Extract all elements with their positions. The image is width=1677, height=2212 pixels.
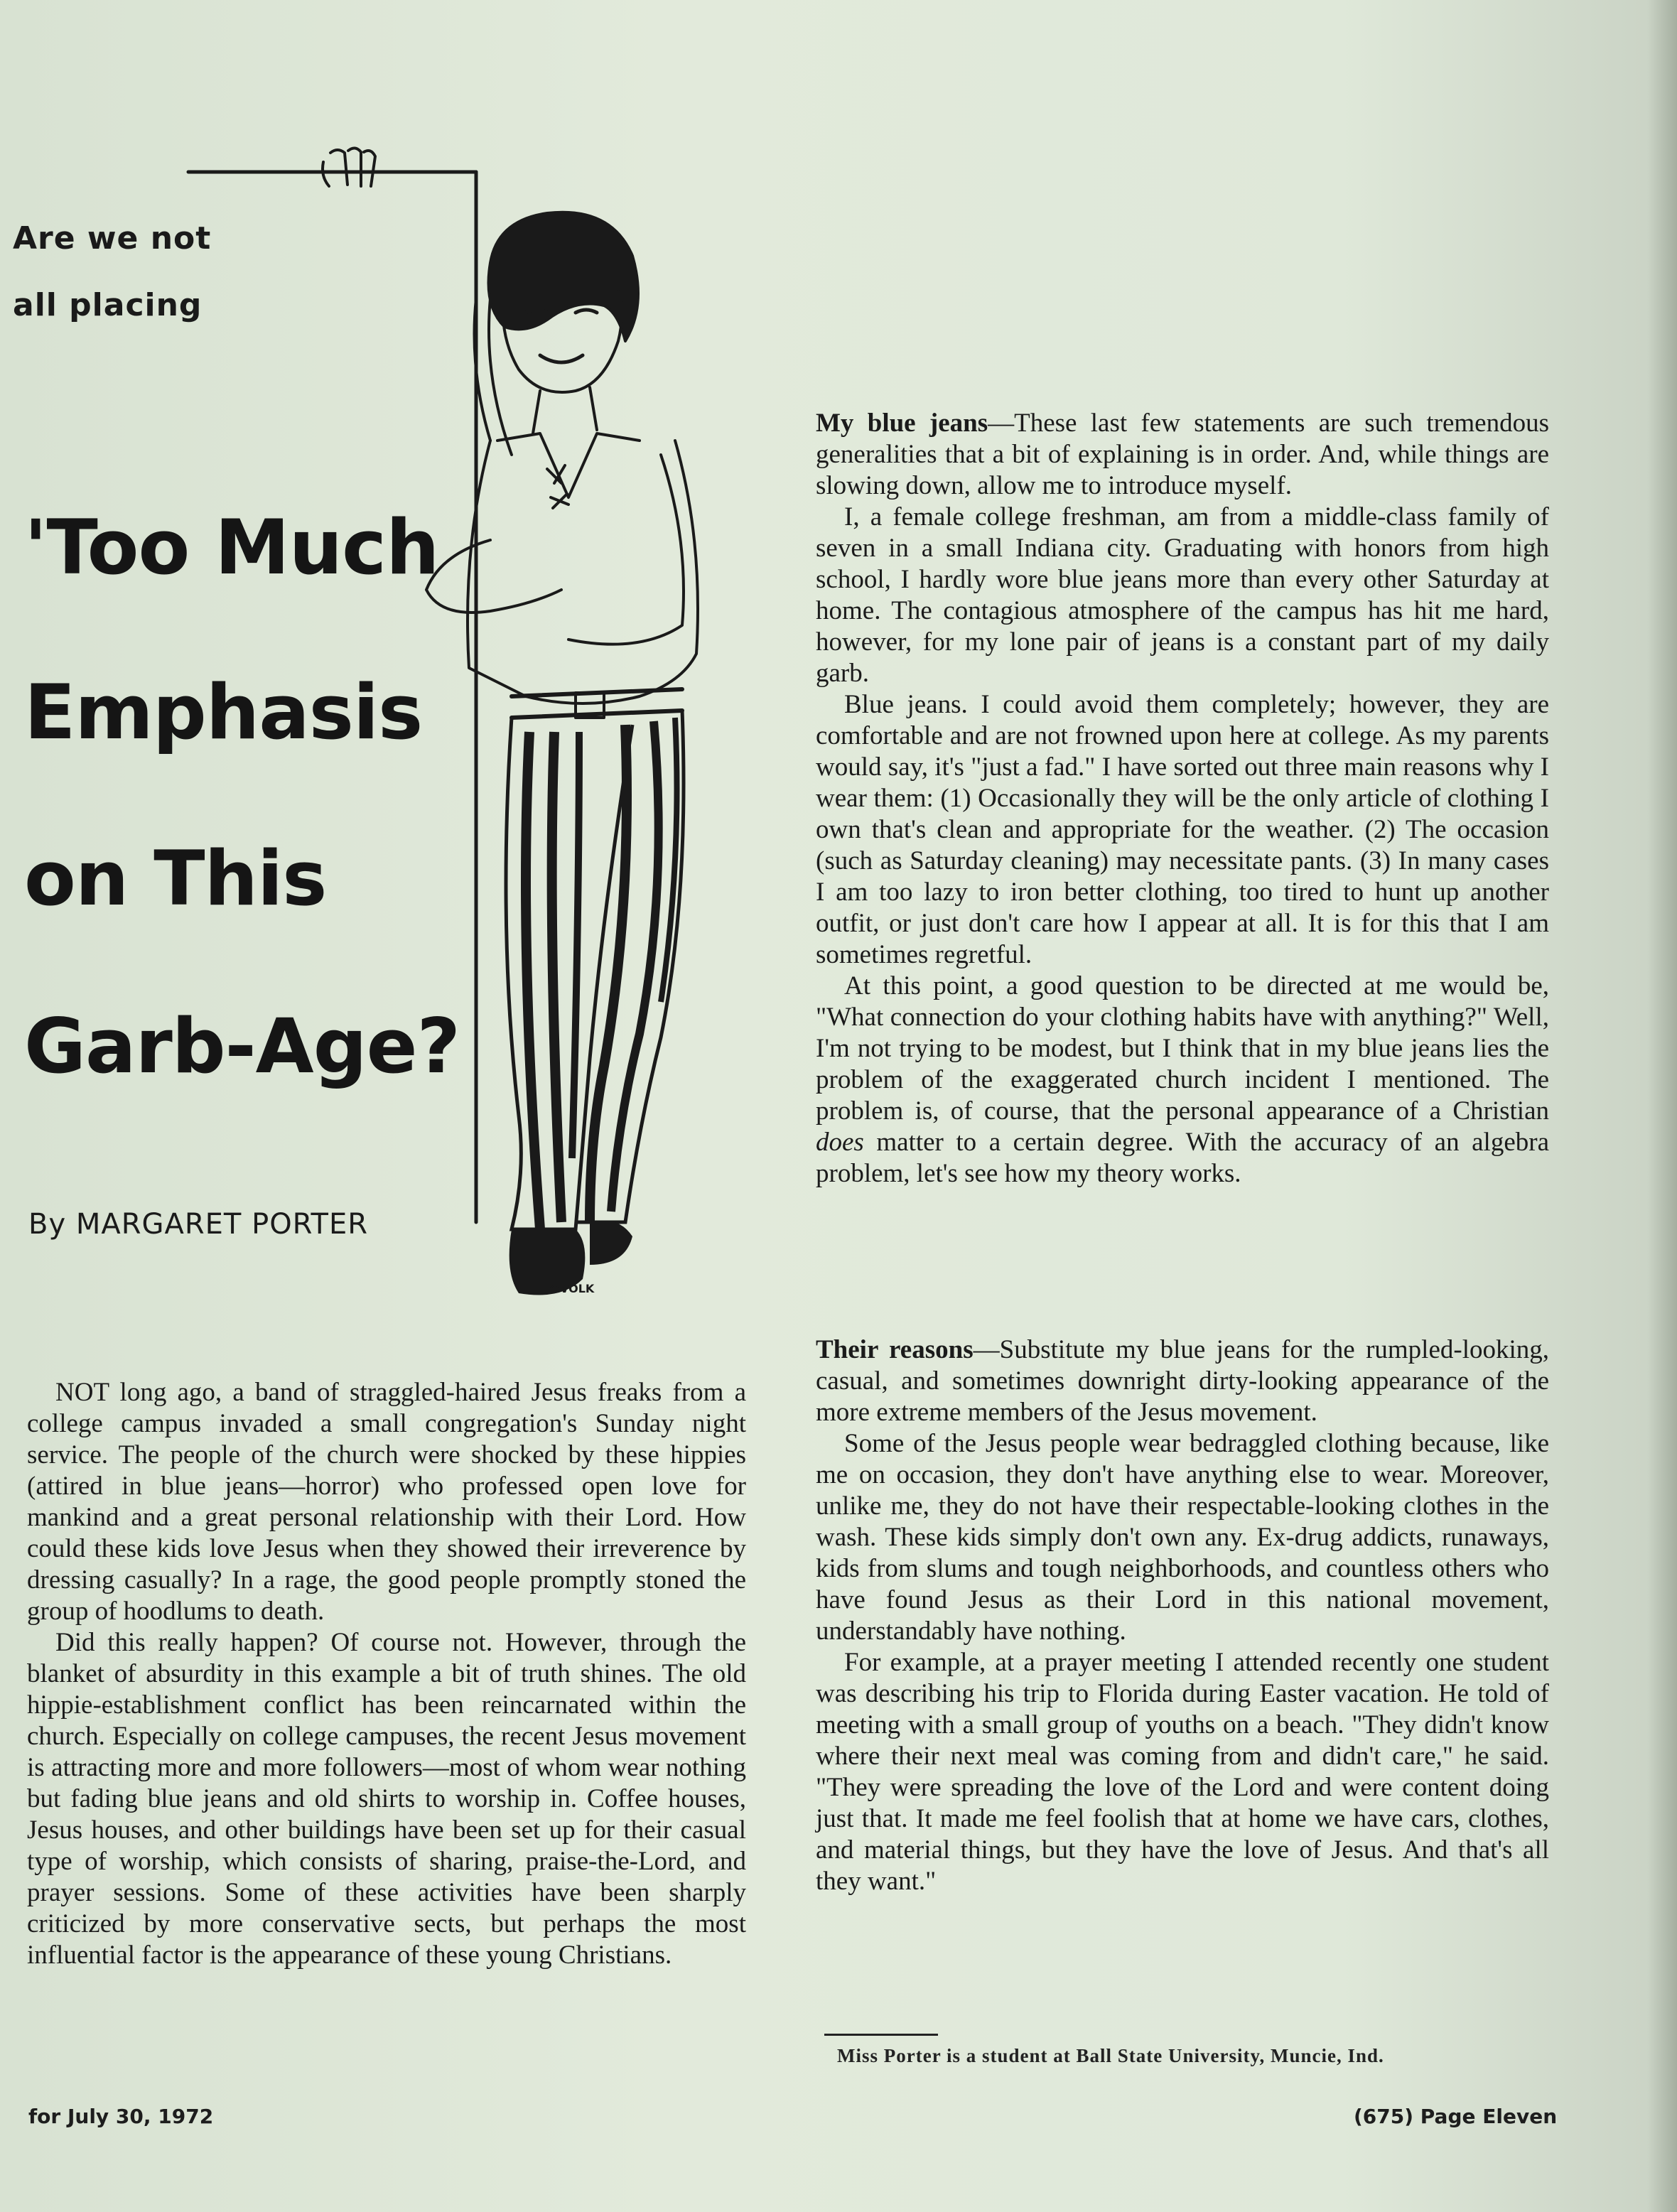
footer-date: for July 30, 1972	[28, 2105, 214, 2128]
woman-in-jeans-illustration	[178, 142, 718, 1315]
section-2-paragraph-1: Their reasons—Substitute my blue jeans for the rumpled-looking, casual, and sometimes downright dirty-looking appearance of the more extreme members of the Jesus movement.	[816, 1335, 1550, 1427]
kicker-line-1: Are we not	[13, 220, 212, 257]
headline-line-2: Emphasis	[24, 669, 423, 756]
section-1-heading: My blue jeans	[816, 409, 988, 438]
section-1-paragraph-2: I, a female college freshman, am from a middle-class family of seven in a small Indiana city. Graduating with honors from high school, I hardly wore blue jeans more than every other Saturday at home. The contagious atmosphere of the campus has hit me hard, however, for my lone pair of jeans is a constant part of my daily garb.	[816, 502, 1549, 688]
author-footnote: Miss Porter is a student at Ball State University, Muncie, Ind.	[837, 2045, 1384, 2066]
headline-line-3: on This	[24, 835, 327, 922]
left-column	[27, 1377, 746, 1971]
left-paragraph-2: Did this really happen? Of course not. However, through the blanket of absurdity in this example a bit of truth shines. The old hippie-establishment conflict has been reincarnated within the church. Especially on college campuses, the recent Jesus movement is attracting more and more followers—most of whom wear nothing but fading blue jeans and old shirts to worship in. Coffee houses, Jesus houses, and other buildings have been set up for their casual type of worship, which consists of sharing, praise-the-Lord, and prayer sessions. Some of these activities have been sharply criticized by more conservative sects, but perhaps the most influential factor is the appearance of these young Christians.	[27, 1628, 746, 1970]
right-column-section-1	[816, 408, 1549, 1189]
section-1-paragraph-1: My blue jeans—These last few statements are such tremendous generalities that a bit of explaining is in order. And, while things are slowing down, allow me to introduce myself.	[816, 409, 1549, 500]
section-1-paragraph-3: Blue jeans. I could avoid them completely; however, they are comfortable and are not frowned upon here at college. As my parents would say, it's "just a fad." I have sorted out three main reasons why I wear them: (1) Occasionally they will be the only article of clothing I own that's clean and appropriate for the weather. (2) The occasion (such as Saturday cleaning) may necessitate pants. (3) In many cases I am too lazy to iron better clothing, too tired to hunt up another outfit, or just don't care how I appear at all. It is for this that I am sometimes regretful.	[816, 690, 1549, 969]
headline-line-1: 'Too Much	[24, 504, 439, 591]
left-paragraph-1: NOT long ago, a band of straggled-haired Jesus freaks from a college campus invaded a small congregation's Sunday night service. The people of the church were shocked by these hippies (attired in blue jeans—horror) who professed open love for mankind and a great personal relationship with their Lord. How could these kids love Jesus when they showed their irreverence by dressing casually? In a rage, the good people promptly stoned the group of hoodlums to death.	[27, 1378, 746, 1626]
kicker-line-2: all placing	[13, 287, 203, 323]
illustration-credit: ©VOLK	[549, 1282, 595, 1295]
section-2-heading: Their reasons	[816, 1335, 974, 1364]
section-2-paragraph-3: For example, at a prayer meeting I attended recently one student was describing his trip to Florida during Easter vacation. He told of meeting with a small group of youths on a beach. "They didn't know where their next meal was coming from and didn't care," he said. "They were spreading the love of the Lord and were content doing just that. It made me feel foolish that at home we have cars, clothes, and material things, but they have the love of Jesus. And that's all they want."	[816, 1648, 1549, 1896]
right-column-section-2	[816, 1334, 1549, 1897]
byline: By MARGARET PORTER	[28, 1208, 369, 1241]
footer-page-number: (675) Page Eleven	[1354, 2105, 1558, 2128]
footnote-rule	[824, 2034, 938, 2036]
page-edge-shadow	[1647, 0, 1677, 2212]
section-2-paragraph-2: Some of the Jesus people wear bedraggled clothing because, like me on occasion, they don't have anything else to wear. Moreover, unlike me, they do not have their respectable-looking clothes in the wash. These kids simply don't own any. Ex-drug addicts, runaways, kids from slums and tough neighborhoods, and countless others who have found Jesus as their Lord in this national movement, understandably have nothing.	[816, 1429, 1549, 1646]
headline-line-4: Garb-Age?	[24, 1003, 460, 1090]
section-1-paragraph-4: At this point, a good question to be directed at me would be, "What connection do your clothing habits have with anything?" Well, I'm not trying to be modest, but I think that in my blue jeans lies the problem of the exaggerated church incident I mentioned. The problem is, of course, that the personal appearance of a Christian does matter to a certain degree. With the accuracy of an algebra problem, let's see how my theory works.	[816, 971, 1549, 1188]
